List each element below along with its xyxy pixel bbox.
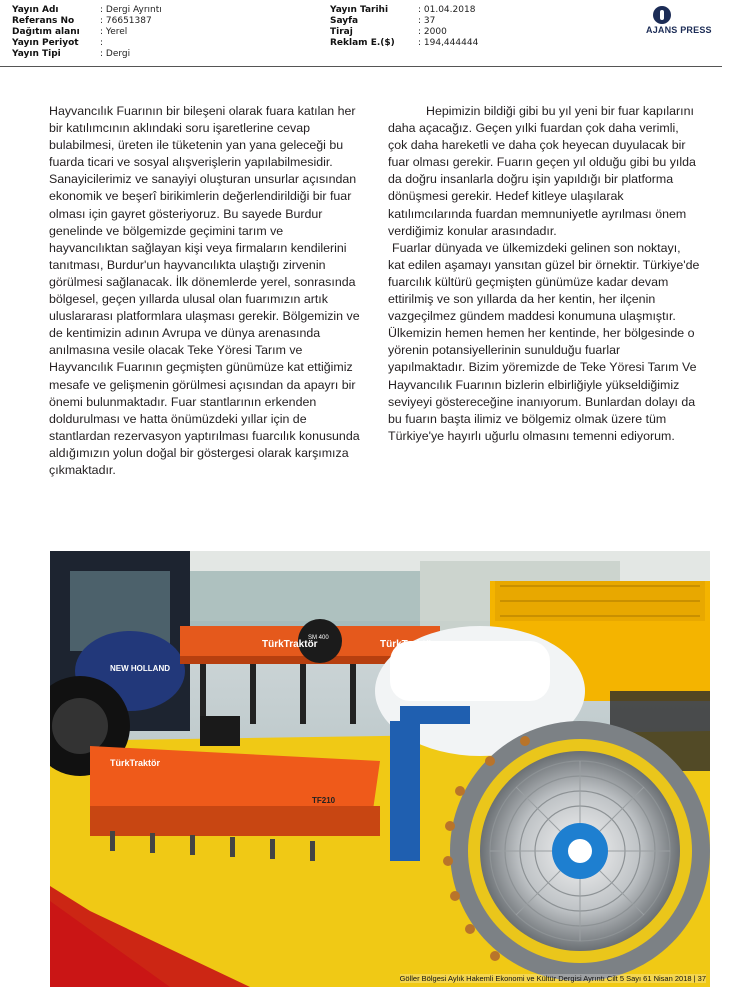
article-column-right bbox=[388, 103, 700, 445]
meta-row bbox=[12, 38, 162, 49]
meta-row bbox=[330, 38, 478, 49]
tractor-brand-label: NEW HOLLAND bbox=[110, 664, 170, 673]
seeder-brand-label: TürkTraktör bbox=[262, 639, 318, 650]
seeder-brand-label: TürkTraktör bbox=[380, 639, 436, 650]
meta-value: : Dergi Ayrıntı bbox=[100, 5, 162, 15]
meta-value: : Yerel bbox=[100, 27, 128, 37]
logo-mark-icon bbox=[653, 6, 671, 24]
article-paragraph: Hepimizin bildiği gibi bu yıl yeni bir fuar kapılarını daha açacağız. Geçen yılki fuardan çok daha verimli, çok daha hareketli ve daha çok heyecan duyulacak bir fuar olması gerekir. Fuarın geçen yıl olduğu gibi bu yılda da doğru insanlarla doğru işin yapıldığı bir platforma dönüşmesi gerekir. Hedef kitleye ulaşılarak katılımcılarında fuardan memnuniyetle ayrılması önem verdiğimiz konular arasındadır. bbox=[388, 104, 696, 238]
meta-row bbox=[12, 27, 162, 38]
meta-row bbox=[12, 49, 162, 60]
meta-value: : 37 bbox=[418, 16, 436, 26]
article-paragraph: Hayvancılık Fuarının bir bileşeni olarak fuara katılan her bir katılımcının aklındaki soru işaretlerine cevap bulabilmesi, üreten ile tüketenin yan yana geleceği bu fuarda ticari ve sosyal alışverişlerin yapılabilmesidir. Sanayicilerimiz ve sanayiyi oluşturan unsurlar açısından ekonomik ve beşerî birikimlerin değerlendirildiği bir fuar olması için gayret gösteriyoruz. Bu sayede Burdur genelinde ve bölgemizde geçimini tarım ve hayvancılıktan sağlayan kişi veya firmaların kendilerini tanıtması, Burdur'un hayvancılıkta ulaştığı zirvenin görülmesi sağlanacak. İlk dönemlerde yerel, sonrasında bölgesel, geçen yıllarda ulusal olan fuarımızın artık uluslararası platformlara ulaşması gerekir. Bölgemizin ve de kentimizin adının Avrupa ve dünya arenasında anılmasına vesile olacak Teke Yöresi Tarım ve Hayvancılık Fuarının geçmişten günümüze kat ettiğimiz mesafe ve gelişmenin görülmesi açısından da apayrı bir önemi bulunmaktadır. Fuar stantlarının erkenden doldurulması ve hatta önümüzdeki yıllar için de stantlardan rezervasyon yaptırılması fuarcılık konusunda aldığımızın yolun doğal bir göstergesi olarak karşımıza çıkmaktadır. bbox=[49, 104, 360, 477]
meta-value: : 76651387 bbox=[100, 16, 152, 26]
meta-key: Referans No bbox=[12, 16, 75, 26]
logo-text: AJANS PRESS bbox=[646, 25, 712, 35]
meta-key: Yayın Periyot bbox=[12, 38, 79, 48]
photo-illustration bbox=[50, 551, 710, 987]
publication-meta-left bbox=[12, 5, 162, 60]
meta-row bbox=[330, 16, 478, 27]
tiller-model-label: TF210 bbox=[312, 796, 336, 805]
header-divider bbox=[0, 66, 722, 67]
publication-meta-right bbox=[330, 5, 478, 49]
ajans-press-logo bbox=[646, 6, 726, 40]
meta-value: : Dergi bbox=[100, 49, 131, 59]
meta-value: : 01.04.2018 bbox=[418, 5, 476, 15]
meta-key: Yayın Adı bbox=[12, 5, 59, 15]
meta-value: : 194,444444 bbox=[418, 38, 479, 48]
meta-value: : bbox=[100, 38, 104, 48]
meta-row bbox=[12, 5, 162, 16]
meta-key: Sayfa bbox=[330, 16, 359, 26]
meta-key: Yayın Tarihi bbox=[330, 5, 389, 15]
meta-key: Reklam E.($) bbox=[330, 38, 395, 48]
meta-key: Dağıtım alanı bbox=[12, 27, 80, 37]
meta-row bbox=[12, 16, 162, 27]
meta-row bbox=[330, 5, 478, 16]
meta-key: Yayın Tipi bbox=[12, 49, 61, 59]
meta-key: Tiraj bbox=[330, 27, 353, 37]
article-column-left bbox=[49, 103, 361, 479]
tiller-brand-label: TürkTraktör bbox=[110, 758, 161, 768]
fair-equipment-photo bbox=[50, 551, 710, 987]
meta-value: : 2000 bbox=[418, 27, 447, 37]
photo-caption: Göller Bölgesi Aylık Hakemli Ekonomi ve Kültür Dergisi Ayrıntı Cilt 5 Sayı 61 Nisan 2018 | 37 bbox=[399, 974, 706, 983]
seeder-model-label: SM 400 bbox=[308, 635, 329, 641]
article-paragraph: Fuarlar dünyada ve ülkemizdeki gelinen son noktayı, kat edilen aşamayı yansıtan güzel bir örnektir. Türkiye'de fuarcılık kültürü geçmişten günümüze kadar devam ettirilmiş ve son yıllarda da her kentin, her ilçenin vazgeçilmez gündem maddesi konumuna ulaşmıştır. Ülkemizin hemen hemen her kentinde, her bölgesinde o yörenin potansiyellerinin sunulduğu fuarlar yapılmaktadır. Bizim yöremizde de Teke Yöresi Tarım Ve Hayvancılık Fuarının bizlerin elbirliğiyle yükseldiğimiz seviyeyi göstereceğine inanıyorum. Bunlardan dolayı da bu fuarın başta ilimiz ve bölgemiz olmak üzere tüm Türkiye'ye hayırlı uğurlu olmasını temenni ediyorum. bbox=[388, 240, 700, 443]
meta-row bbox=[330, 27, 478, 38]
